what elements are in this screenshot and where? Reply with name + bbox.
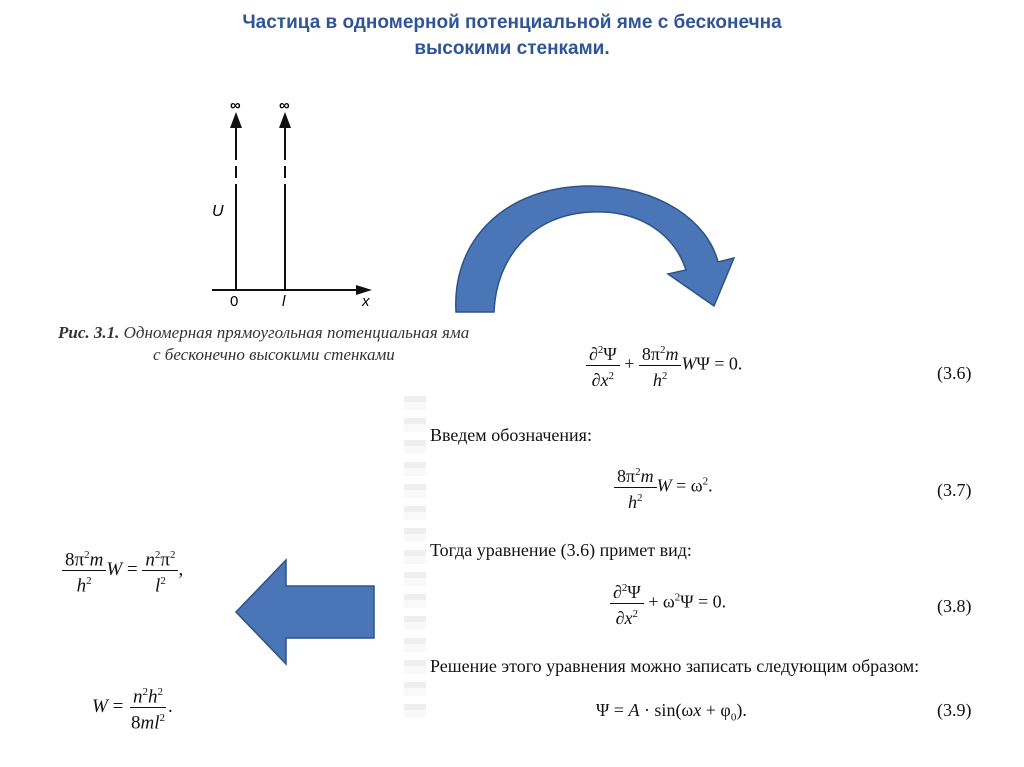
equation-3-8-number: (3.8) bbox=[937, 596, 972, 616]
slide-title-line1: Частица в одномерной потенциальной яме с бесконечна bbox=[242, 12, 782, 33]
slide-title-line2: высокими стенками. bbox=[414, 37, 610, 59]
curved-arrow-shape bbox=[456, 186, 734, 312]
equation-3-6: $\frac{\partial^2\Psi}{\partial x^2}$ + $\frac{8\pi^2m}{h^2}$ WΨ = 0. bbox=[586, 340, 742, 391]
origin-label: 0 bbox=[230, 293, 239, 310]
equation-3-9: $\Psi = A \cdot \sin(\omega x + \varphi_0)$. bbox=[596, 700, 747, 724]
eq37-intro-text: Введем обозначения: bbox=[430, 425, 592, 445]
left-wall-arrowhead bbox=[230, 112, 242, 128]
eq38-intro-text: Тогда уравнение (3.6) примет вид: bbox=[430, 540, 692, 560]
caption-line2: с бесконечно высокими стенками bbox=[153, 345, 395, 364]
infinity-right-label: ∞ bbox=[279, 97, 290, 114]
equation-3-9-number: (3.9) bbox=[937, 700, 972, 720]
equation-w-energy: W = $\frac{n^2h^2}{8ml^2}$ . bbox=[92, 682, 173, 734]
equation-3-7-number: (3.7) bbox=[937, 480, 972, 500]
x-axis-label: x bbox=[362, 293, 370, 310]
caption-line1: Одномерная прямоугольная потенциальная яма bbox=[123, 323, 470, 342]
equation-3-6-number: (3.6) bbox=[937, 363, 972, 383]
equation-3-8: $\frac{\partial^2\Psi}{\partial x^2}$ + $\omega^2\Psi = 0$. bbox=[610, 578, 726, 629]
l-label: l bbox=[282, 293, 286, 310]
right-wall-arrowhead bbox=[279, 112, 291, 128]
u-axis-label: U bbox=[212, 203, 224, 220]
scan-artifact bbox=[404, 396, 426, 726]
left-arrow-shape bbox=[236, 560, 374, 664]
figure-caption bbox=[58, 322, 469, 366]
caption-prefix: Рис. 3.1. bbox=[58, 323, 120, 342]
equation-w-relation: $\frac{8\pi^2m}{h^2}$ W = $\frac{n^2\pi^2}{l^2}$ , bbox=[62, 545, 183, 597]
infinity-left-label: ∞ bbox=[230, 97, 241, 114]
eq39-intro-text: Решение этого уравнения можно записать следующим образом: bbox=[430, 656, 920, 676]
equation-3-7: $\frac{8\pi^2m}{h^2}$ $W = \omega^2$. bbox=[614, 462, 713, 513]
